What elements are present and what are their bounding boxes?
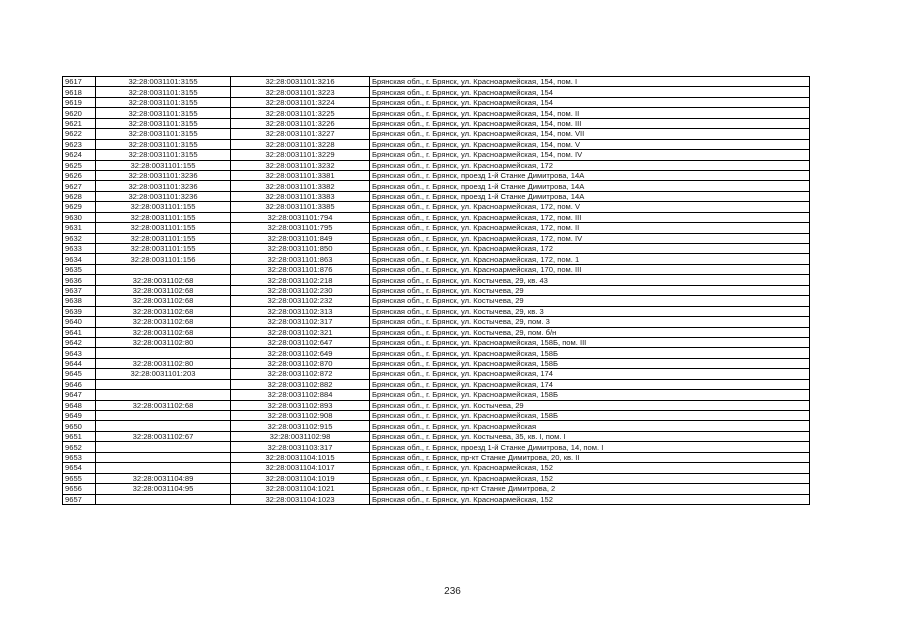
row-number-cell: 9657	[63, 494, 96, 504]
address-cell: Брянская обл., г. Брянск, ул. Красноармейская, 172, пом. V	[370, 202, 810, 212]
address-cell: Брянская обл., г. Брянск, ул. Красноармейская, 154, пом. I	[370, 77, 810, 87]
row-number-cell: 9646	[63, 379, 96, 389]
cadastral-number-cell: 32:28:0031101:849	[231, 233, 370, 243]
parent-cadastral-number-cell	[96, 390, 231, 400]
cadastral-number-cell: 32:28:0031103:317	[231, 442, 370, 452]
row-number-cell: 9618	[63, 87, 96, 97]
cadastral-number-cell: 32:28:0031101:794	[231, 212, 370, 222]
parent-cadastral-number-cell: 32:28:0031101:3236	[96, 191, 231, 201]
cadastral-number-cell: 32:28:0031102:647	[231, 337, 370, 347]
cadastral-table	[62, 76, 810, 505]
address-cell: Брянская обл., г. Брянск, пр-кт Станке Димитрова, 2	[370, 484, 810, 494]
table-row	[63, 244, 810, 254]
table-row	[63, 369, 810, 379]
address-cell: Брянская обл., г. Брянск, ул. Красноармейская, 172, пом. III	[370, 212, 810, 222]
table-row	[63, 452, 810, 462]
row-number-cell: 9651	[63, 431, 96, 441]
address-cell: Брянская обл., г. Брянск, ул. Красноармейская, 154, пом. II	[370, 108, 810, 118]
parent-cadastral-number-cell: 32:28:0031102:67	[96, 431, 231, 441]
cadastral-number-cell: 32:28:0031101:3227	[231, 129, 370, 139]
address-cell: Брянская обл., г. Брянск, ул. Красноармейская, 158Б	[370, 411, 810, 421]
table-row	[63, 87, 810, 97]
table-row	[63, 296, 810, 306]
address-cell: Брянская обл., г. Брянск, ул. Красноармейская, 154	[370, 87, 810, 97]
cadastral-number-cell: 32:28:0031104:1015	[231, 452, 370, 462]
row-number-cell: 9655	[63, 473, 96, 483]
table-row	[63, 358, 810, 368]
row-number-cell: 9654	[63, 463, 96, 473]
row-number-cell: 9636	[63, 275, 96, 285]
row-number-cell: 9627	[63, 181, 96, 191]
address-cell: Брянская обл., г. Брянск, ул. Костычева, 29, пом. б/н	[370, 327, 810, 337]
parent-cadastral-number-cell: 32:28:0031102:80	[96, 337, 231, 347]
row-number-cell: 9622	[63, 129, 96, 139]
address-cell: Брянская обл., г. Брянск, ул. Красноармейская, 154	[370, 97, 810, 107]
table-row	[63, 212, 810, 222]
row-number-cell: 9653	[63, 452, 96, 462]
cadastral-number-cell: 32:28:0031104:1023	[231, 494, 370, 504]
row-number-cell: 9619	[63, 97, 96, 107]
parent-cadastral-number-cell: 32:28:0031101:3155	[96, 108, 231, 118]
table-row	[63, 411, 810, 421]
parent-cadastral-number-cell	[96, 411, 231, 421]
cadastral-number-cell: 32:28:0031101:3382	[231, 181, 370, 191]
cadastral-number-cell: 32:28:0031101:3232	[231, 160, 370, 170]
cadastral-number-cell: 32:28:0031101:3216	[231, 77, 370, 87]
address-cell: Брянская обл., г. Брянск, проезд 1-й Станке Димитрова, 14А	[370, 170, 810, 180]
row-number-cell: 9632	[63, 233, 96, 243]
page-number: 236	[444, 586, 461, 597]
cadastral-number-cell: 32:28:0031101:3229	[231, 150, 370, 160]
table-row	[63, 191, 810, 201]
address-cell: Брянская обл., г. Брянск, ул. Красноармейская, 158Б	[370, 348, 810, 358]
address-cell: Брянская обл., г. Брянск, ул. Костычева, 29, кв. 43	[370, 275, 810, 285]
table-row	[63, 400, 810, 410]
table-row	[63, 463, 810, 473]
cadastral-number-cell: 32:28:0031101:3226	[231, 118, 370, 128]
parent-cadastral-number-cell	[96, 421, 231, 431]
cadastral-number-cell: 32:28:0031102:317	[231, 317, 370, 327]
cadastral-number-cell: 32:28:0031102:870	[231, 358, 370, 368]
parent-cadastral-number-cell: 32:28:0031102:80	[96, 358, 231, 368]
parent-cadastral-number-cell	[96, 494, 231, 504]
cadastral-number-cell: 32:28:0031101:850	[231, 244, 370, 254]
cadastral-number-cell: 32:28:0031102:649	[231, 348, 370, 358]
row-number-cell: 9631	[63, 223, 96, 233]
cadastral-number-cell: 32:28:0031102:230	[231, 285, 370, 295]
parent-cadastral-number-cell: 32:28:0031101:3155	[96, 97, 231, 107]
parent-cadastral-number-cell: 32:28:0031101:155	[96, 223, 231, 233]
parent-cadastral-number-cell: 32:28:0031102:68	[96, 285, 231, 295]
address-cell: Брянская обл., г. Брянск, ул. Красноармейская, 158Б	[370, 390, 810, 400]
table-row	[63, 348, 810, 358]
row-number-cell: 9638	[63, 296, 96, 306]
parent-cadastral-number-cell: 32:28:0031101:3236	[96, 170, 231, 180]
parent-cadastral-number-cell: 32:28:0031102:68	[96, 306, 231, 316]
parent-cadastral-number-cell: 32:28:0031101:155	[96, 202, 231, 212]
address-cell: Брянская обл., г. Брянск, ул. Красноармейская, 174	[370, 379, 810, 389]
address-cell: Брянская обл., г. Брянск, проезд 1-й Станке Димитрова, 14А	[370, 191, 810, 201]
row-number-cell: 9629	[63, 202, 96, 212]
cadastral-number-cell: 32:28:0031102:872	[231, 369, 370, 379]
cadastral-number-cell: 32:28:0031102:893	[231, 400, 370, 410]
parent-cadastral-number-cell: 32:28:0031102:68	[96, 327, 231, 337]
address-cell: Брянская обл., г. Брянск, ул. Красноармейская, 172	[370, 160, 810, 170]
row-number-cell: 9624	[63, 150, 96, 160]
row-number-cell: 9626	[63, 170, 96, 180]
cadastral-number-cell: 32:28:0031102:313	[231, 306, 370, 316]
table-row	[63, 285, 810, 295]
parent-cadastral-number-cell	[96, 379, 231, 389]
table-row	[63, 108, 810, 118]
table-row	[63, 97, 810, 107]
table-row	[63, 317, 810, 327]
table-row	[63, 390, 810, 400]
row-number-cell: 9644	[63, 358, 96, 368]
cadastral-number-cell: 32:28:0031104:1021	[231, 484, 370, 494]
parent-cadastral-number-cell: 32:28:0031101:155	[96, 233, 231, 243]
parent-cadastral-number-cell	[96, 348, 231, 358]
cadastral-number-cell: 32:28:0031102:882	[231, 379, 370, 389]
parent-cadastral-number-cell	[96, 452, 231, 462]
address-cell: Брянская обл., г. Брянск, ул. Красноармейская	[370, 421, 810, 431]
row-number-cell: 9628	[63, 191, 96, 201]
cadastral-number-cell: 32:28:0031101:3224	[231, 97, 370, 107]
cadastral-number-cell: 32:28:0031102:98	[231, 431, 370, 441]
row-number-cell: 9647	[63, 390, 96, 400]
address-cell: Брянская обл., г. Брянск, ул. Костычева, 29	[370, 400, 810, 410]
row-number-cell: 9634	[63, 254, 96, 264]
table-row	[63, 181, 810, 191]
table-row	[63, 421, 810, 431]
table-row	[63, 337, 810, 347]
row-number-cell: 9645	[63, 369, 96, 379]
parent-cadastral-number-cell: 32:28:0031101:155	[96, 244, 231, 254]
address-cell: Брянская обл., г. Брянск, проезд 1-й Станке Димитрова, 14, пом. I	[370, 442, 810, 452]
cadastral-table-body	[63, 77, 810, 505]
address-cell: Брянская обл., г. Брянск, ул. Красноармейская, 154, пом. VII	[370, 129, 810, 139]
row-number-cell: 9617	[63, 77, 96, 87]
parent-cadastral-number-cell: 32:28:0031101:155	[96, 212, 231, 222]
parent-cadastral-number-cell	[96, 442, 231, 452]
table-row	[63, 327, 810, 337]
address-cell: Брянская обл., г. Брянск, ул. Красноармейская, 154, пом. III	[370, 118, 810, 128]
table-row	[63, 494, 810, 504]
cadastral-number-cell: 32:28:0031101:795	[231, 223, 370, 233]
cadastral-number-cell: 32:28:0031101:3381	[231, 170, 370, 180]
table-row	[63, 223, 810, 233]
address-cell: Брянская обл., г. Брянск, ул. Красноармейская, 152	[370, 494, 810, 504]
table-row	[63, 118, 810, 128]
cadastral-number-cell: 32:28:0031101:863	[231, 254, 370, 264]
parent-cadastral-number-cell: 32:28:0031101:3155	[96, 129, 231, 139]
table-row	[63, 379, 810, 389]
parent-cadastral-number-cell: 32:28:0031101:3155	[96, 150, 231, 160]
parent-cadastral-number-cell: 32:28:0031101:203	[96, 369, 231, 379]
parent-cadastral-number-cell: 32:28:0031101:3155	[96, 118, 231, 128]
parent-cadastral-number-cell: 32:28:0031104:89	[96, 473, 231, 483]
row-number-cell: 9649	[63, 411, 96, 421]
cadastral-number-cell: 32:28:0031101:876	[231, 264, 370, 274]
table-row	[63, 306, 810, 316]
row-number-cell: 9648	[63, 400, 96, 410]
table-row	[63, 202, 810, 212]
table-row	[63, 442, 810, 452]
row-number-cell: 9635	[63, 264, 96, 274]
row-number-cell: 9620	[63, 108, 96, 118]
cadastral-number-cell: 32:28:0031102:908	[231, 411, 370, 421]
address-cell: Брянская обл., г. Брянск, ул. Костычева, 29, кв. 3	[370, 306, 810, 316]
parent-cadastral-number-cell: 32:28:0031101:3155	[96, 87, 231, 97]
address-cell: Брянская обл., г. Брянск, пр-кт Станке Димитрова, 20, кв. II	[370, 452, 810, 462]
table-row	[63, 473, 810, 483]
table-row	[63, 150, 810, 160]
row-number-cell: 9639	[63, 306, 96, 316]
parent-cadastral-number-cell	[96, 264, 231, 274]
table-row	[63, 264, 810, 274]
address-cell: Брянская обл., г. Брянск, ул. Красноармейская, 152	[370, 473, 810, 483]
table-row	[63, 160, 810, 170]
row-number-cell: 9621	[63, 118, 96, 128]
parent-cadastral-number-cell: 32:28:0031102:68	[96, 317, 231, 327]
cadastral-number-cell: 32:28:0031102:884	[231, 390, 370, 400]
parent-cadastral-number-cell: 32:28:0031101:3236	[96, 181, 231, 191]
address-cell: Брянская обл., г. Брянск, ул. Костычева, 35, кв. I, пом. I	[370, 431, 810, 441]
cadastral-number-cell: 32:28:0031101:3225	[231, 108, 370, 118]
table-row	[63, 170, 810, 180]
parent-cadastral-number-cell: 32:28:0031104:95	[96, 484, 231, 494]
address-cell: Брянская обл., г. Брянск, ул. Красноармейская, 152	[370, 463, 810, 473]
row-number-cell: 9637	[63, 285, 96, 295]
address-cell: Брянская обл., г. Брянск, ул. Красноармейская, 154, пом. IV	[370, 150, 810, 160]
row-number-cell: 9643	[63, 348, 96, 358]
table-row	[63, 484, 810, 494]
parent-cadastral-number-cell: 32:28:0031101:155	[96, 160, 231, 170]
address-cell: Брянская обл., г. Брянск, ул. Красноармейская, 170, пом. III	[370, 264, 810, 274]
parent-cadastral-number-cell: 32:28:0031101:156	[96, 254, 231, 264]
cadastral-number-cell: 32:28:0031101:3383	[231, 191, 370, 201]
parent-cadastral-number-cell: 32:28:0031101:3155	[96, 77, 231, 87]
parent-cadastral-number-cell: 32:28:0031102:68	[96, 400, 231, 410]
cadastral-number-cell: 32:28:0031101:3223	[231, 87, 370, 97]
row-number-cell: 9625	[63, 160, 96, 170]
row-number-cell: 9623	[63, 139, 96, 149]
address-cell: Брянская обл., г. Брянск, ул. Костычева, 29	[370, 296, 810, 306]
address-cell: Брянская обл., г. Брянск, ул. Красноармейская, 154, пом. V	[370, 139, 810, 149]
cadastral-number-cell: 32:28:0031102:321	[231, 327, 370, 337]
table-row	[63, 254, 810, 264]
parent-cadastral-number-cell	[96, 463, 231, 473]
table-row	[63, 233, 810, 243]
cadastral-number-cell: 32:28:0031102:218	[231, 275, 370, 285]
address-cell: Брянская обл., г. Брянск, ул. Красноармейская, 174	[370, 369, 810, 379]
cadastral-number-cell: 32:28:0031102:232	[231, 296, 370, 306]
row-number-cell: 9650	[63, 421, 96, 431]
table-row	[63, 275, 810, 285]
row-number-cell: 9633	[63, 244, 96, 254]
table-row	[63, 139, 810, 149]
row-number-cell: 9652	[63, 442, 96, 452]
address-cell: Брянская обл., г. Брянск, ул. Костычева, 29	[370, 285, 810, 295]
row-number-cell: 9641	[63, 327, 96, 337]
address-cell: Брянская обл., г. Брянск, ул. Красноармейская, 172, пом. IV	[370, 233, 810, 243]
cadastral-number-cell: 32:28:0031104:1019	[231, 473, 370, 483]
table-row	[63, 77, 810, 87]
parent-cadastral-number-cell: 32:28:0031102:68	[96, 275, 231, 285]
cadastral-number-cell: 32:28:0031104:1017	[231, 463, 370, 473]
row-number-cell: 9642	[63, 337, 96, 347]
table-row	[63, 431, 810, 441]
row-number-cell: 9656	[63, 484, 96, 494]
row-number-cell: 9630	[63, 212, 96, 222]
cadastral-number-cell: 32:28:0031101:3385	[231, 202, 370, 212]
address-cell: Брянская обл., г. Брянск, ул. Красноармейская, 158Б, пом. III	[370, 337, 810, 347]
address-cell: Брянская обл., г. Брянск, ул. Красноармейская, 172, пом. 1	[370, 254, 810, 264]
address-cell: Брянская обл., г. Брянск, ул. Костычева, 29, пом. 3	[370, 317, 810, 327]
cadastral-number-cell: 32:28:0031102:915	[231, 421, 370, 431]
address-cell: Брянская обл., г. Брянск, ул. Красноармейская, 172	[370, 244, 810, 254]
address-cell: Брянская обл., г. Брянск, ул. Красноармейская, 172, пом. II	[370, 223, 810, 233]
table-row	[63, 129, 810, 139]
cadastral-number-cell: 32:28:0031101:3228	[231, 139, 370, 149]
row-number-cell: 9640	[63, 317, 96, 327]
parent-cadastral-number-cell: 32:28:0031102:68	[96, 296, 231, 306]
address-cell: Брянская обл., г. Брянск, ул. Красноармейская, 158Б	[370, 358, 810, 368]
address-cell: Брянская обл., г. Брянск, проезд 1-й Станке Димитрова, 14А	[370, 181, 810, 191]
parent-cadastral-number-cell: 32:28:0031101:3155	[96, 139, 231, 149]
